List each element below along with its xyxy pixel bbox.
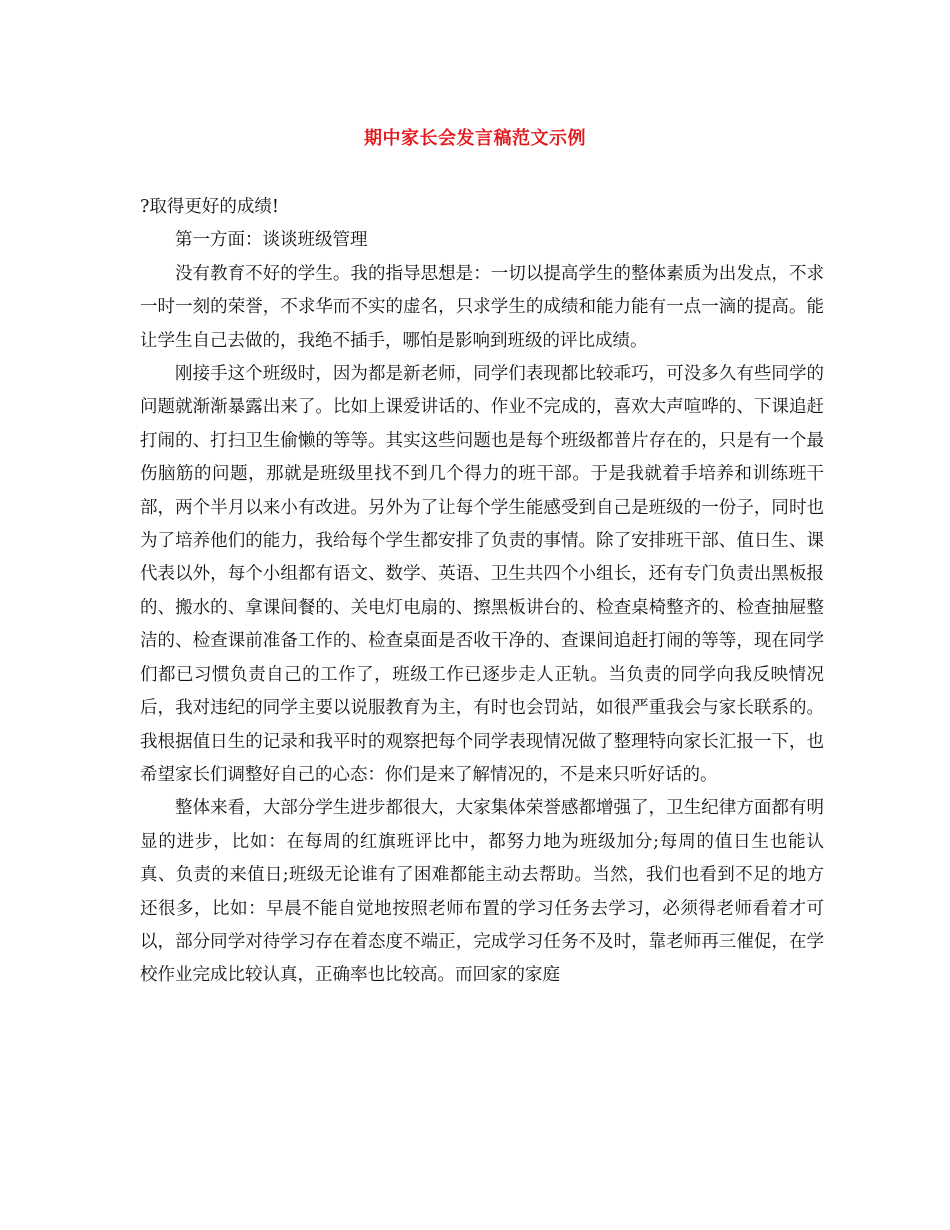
paragraph-philosophy: 没有教育不好的学生。我的指导思想是：一切以提高学生的整体素质为出发点，不求一时一刻的荣誉，不求华而不实的虚名，只求学生的成绩和能力能有一点一滴的提高。能让学生自己去做的，我绝不插手，哪怕是影响到班级的评比成绩。 xyxy=(140,263,824,351)
document-title: 期中家长会发言稿范文示例 xyxy=(364,128,586,149)
paragraph-opening: ?取得更好的成绩! xyxy=(140,197,279,217)
paragraph-class-management: 刚接手这个班级时，因为都是新老师，同学们表现都比较乖巧，可没多久有些同学的问题就渐渐暴露出来了。比如上课爱讲话的、作业不完成的，喜欢大声喧哗的、下课追赶打闹的、打扫卫生偷懒的等等。其实这些问题也是每个班级都普片存在的，只是有一个最伤脑筋的问题，那就是班级里找不到几个得力的班干部。于是我就着手培养和训练班干部，两个半月以来小有改进。另外为了让每个学生能感受到自己是班级的一份子，同时也为了培养他们的能力，我给每个学生都安排了负责的事情。除了安排班干部、值日生、课代表以外，每个小组都有语文、数学、英语、卫生共四个小组长，还有专门负责出黑板报的、搬水的、拿课间餐的、关电灯电扇的、擦黑板讲台的、检查桌椅整齐的、检查抽屉整洁的、检查课前准备工作的、检查桌面是否收干净的、查课间追赶打闹的等等，现在同学们都已习惯负责自己的工作了，班级工作已逐步走人正轨。当负责的同学向我反映情况后，我对违纪的同学主要以说服教育为主，有时也会罚站，如很严重我会与家长联系的。我根据值日生的记录和我平时的观察把每个同学表现情况做了整理特向家长汇报一下，也希望家长们调整好自己的心态：你们是来了解情况的，不是来只听好话的。 xyxy=(140,364,824,785)
paragraph-overall-progress: 整体来看，大部分学生进步都很大，大家集体荣誉感都增强了，卫生纪律方面都有明显的进步，比如：在每周的红旗班评比中，都努力地为班级加分;每周的值日生也能认真、负责的来值日;班级无论谁有了困难都能主动去帮助。当然，我们也看到不足的地方还很多，比如：早晨不能自觉地按照老师布置的学习任务去学习，必须得老师看着才可以，部分同学对待学习存在着态度不端正，完成学习任务不及时，靠老师再三催促，在学校作业完成比较认真，正确率也比较高。而回家的家庭 xyxy=(140,798,824,986)
document-body xyxy=(140,191,824,993)
section-heading: 第一方面：谈谈班级管理 xyxy=(175,230,368,251)
